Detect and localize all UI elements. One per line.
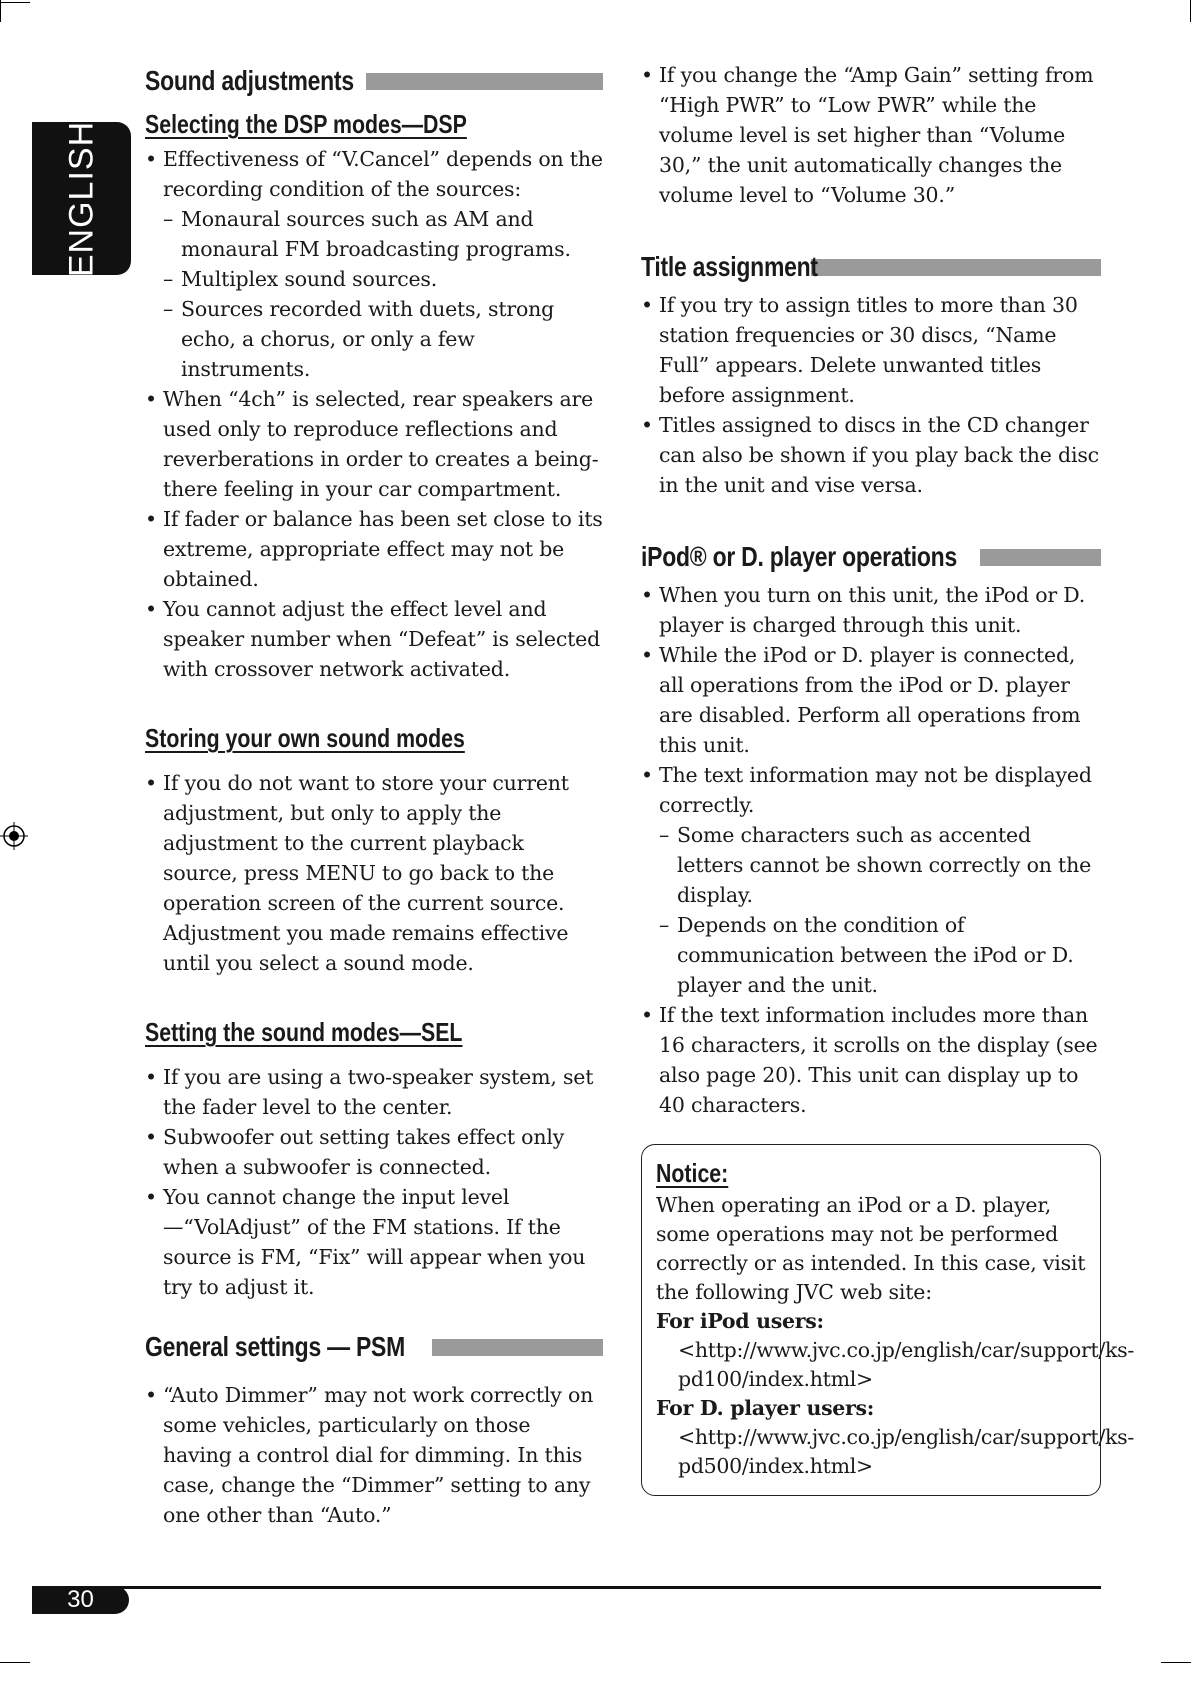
ipod-url-link[interactable]: <http://www.jvc.co.jp/english/car/support/ks-pd100/index.html> — [678, 1338, 1134, 1391]
notice-box — [641, 1144, 1134, 1496]
crop-mark-bottom-left — [0, 1662, 30, 1663]
section-heading-general-settings: General settings — PSM — [145, 1324, 603, 1370]
subheading-storing: Storing your own sound modes — [145, 723, 465, 753]
list-item: • If you try to assign titles to more than 30 station frequencies or 30 discs, “Name Full” appears. Delete unwanted titles before assignment. — [641, 290, 1101, 410]
list-item: • Titles assigned to discs in the CD changer can also be shown if you play back the disc in the unit and vise versa. — [641, 410, 1101, 500]
notice-dplayer-line — [656, 1394, 1134, 1481]
left-column — [145, 58, 603, 1530]
sub-list-item: – Multiplex sound sources. — [163, 264, 603, 294]
storing-bullet-list — [145, 768, 603, 978]
notice-title: Notice: — [656, 1158, 729, 1188]
crop-mark-bottom-right — [1161, 1662, 1191, 1663]
sub-list-item: – Some characters such as accented letters cannot be shown correctly on the display. — [659, 820, 1101, 910]
subheading-sel: Setting the sound modes—SEL — [145, 1017, 463, 1047]
ipod-sub-list — [659, 820, 1101, 1000]
heading-bar — [366, 73, 603, 90]
notice-text: When operating an iPod or a D. player, some operations may not be performed correctly or as intended. In this case, visit the following JVC web site: — [656, 1193, 1086, 1304]
footer-rule — [32, 1586, 1101, 1589]
list-item: • The text information may not be displayed correctly. – Some characters such as accented letters cannot be shown correctly on the display. – Depends on the condition of communication between the iPod or D. player and the unit. — [641, 760, 1101, 1000]
list-item: • If you change the “Amp Gain” setting from “High PWR” to “Low PWR” while the volume level is set higher than “Volume 30,” the unit automatically changes the volume level to “Volume 30.” — [641, 60, 1101, 210]
dplayer-url-link[interactable]: <http://www.jvc.co.jp/english/car/support/ks-pd500/index.html> — [678, 1425, 1134, 1478]
list-item: • When “4ch” is selected, rear speakers are used only to reproduce reflections and reverberations in order to creates a being-there feeling in your car compartment. — [145, 384, 603, 504]
list-item: • When you turn on this unit, the iPod or D. player is charged through this unit. — [641, 580, 1101, 640]
crop-mark-top-left — [0, 0, 1, 22]
amp-gain-bullet-list — [641, 60, 1101, 210]
list-item: • If fader or balance has been set close to its extreme, appropriate effect may not be obtained. — [145, 504, 603, 594]
list-item: • You cannot change the input level—“VolAdjust” of the FM stations. If the source is FM, “Fix” will appear when you try to adjust it. — [145, 1182, 603, 1302]
list-item: • Effectiveness of “V.Cancel” depends on the recording condition of the sources: – Monaural sources such as AM and monaural FM broadcasting programs. – Multiplex sound sources. – Sources recorded with duets, strong echo, a chorus, or only a few instruments. — [145, 144, 603, 384]
notice-ipod-line — [656, 1307, 1134, 1394]
section-heading-title-assignment: Title assignment — [641, 244, 1101, 290]
list-item: • If you are using a two-speaker system, set the fader level to the center. — [145, 1062, 603, 1122]
dsp-sub-list — [163, 204, 603, 384]
list-item: • If you do not want to store your current adjustment, but only to apply the adjustment to the current playback source, press MENU to go back to the operation screen of the current source. Adjustment you made remains effective until you select a sound mode. — [145, 768, 603, 978]
list-item: • You cannot adjust the effect level and speaker number when “Defeat” is selected with crossover network activated. — [145, 594, 603, 684]
title-bullet-list — [641, 290, 1101, 500]
right-column — [641, 60, 1134, 1496]
heading-bar — [432, 1339, 603, 1356]
psm-bullet-list — [145, 1380, 603, 1530]
ipod-bullet-list — [641, 580, 1101, 1120]
section-heading-ipod: iPod® or D. player operations — [641, 534, 1101, 580]
list-item: • While the iPod or D. player is connected, all operations from the iPod or D. player are disabled. Perform all operations from this unit. — [641, 640, 1101, 760]
list-item: • If the text information includes more than 16 characters, it scrolls on the display (see also page 20). This unit can display up to 40 characters. — [641, 1000, 1101, 1120]
language-label: ENGLISH — [62, 120, 100, 277]
ipod-users-label: For iPod users: — [656, 1309, 824, 1333]
language-tab — [32, 122, 131, 275]
list-item: • Subwoofer out setting takes effect only when a subwoofer is connected. — [145, 1122, 603, 1182]
list-item: • “Auto Dimmer” may not work correctly on some vehicles, particularly on those having a control dial for dimming. In this case, change the “Dimmer” setting to any one other than “Auto.” — [145, 1380, 603, 1530]
dplayer-users-label: For D. player users: — [656, 1396, 875, 1420]
page-number: 30 — [32, 1586, 129, 1614]
dsp-bullet-list — [145, 144, 603, 684]
section-heading-sound-adjustments: Sound adjustments — [145, 58, 603, 104]
registration-mark-icon — [0, 822, 28, 850]
sel-bullet-list — [145, 1062, 603, 1302]
heading-bar — [811, 259, 1101, 276]
sub-list-item: – Sources recorded with duets, strong echo, a chorus, or only a few instruments. — [163, 294, 603, 384]
crop-mark-top-left-h — [0, 2, 30, 3]
sub-list-item: – Depends on the condition of communication between the iPod or D. player and the unit. — [659, 910, 1101, 1000]
subheading-dsp: Selecting the DSP modes—DSP — [145, 109, 467, 139]
heading-bar — [980, 549, 1101, 566]
sub-list-item: – Monaural sources such as AM and monaural FM broadcasting programs. — [163, 204, 603, 264]
